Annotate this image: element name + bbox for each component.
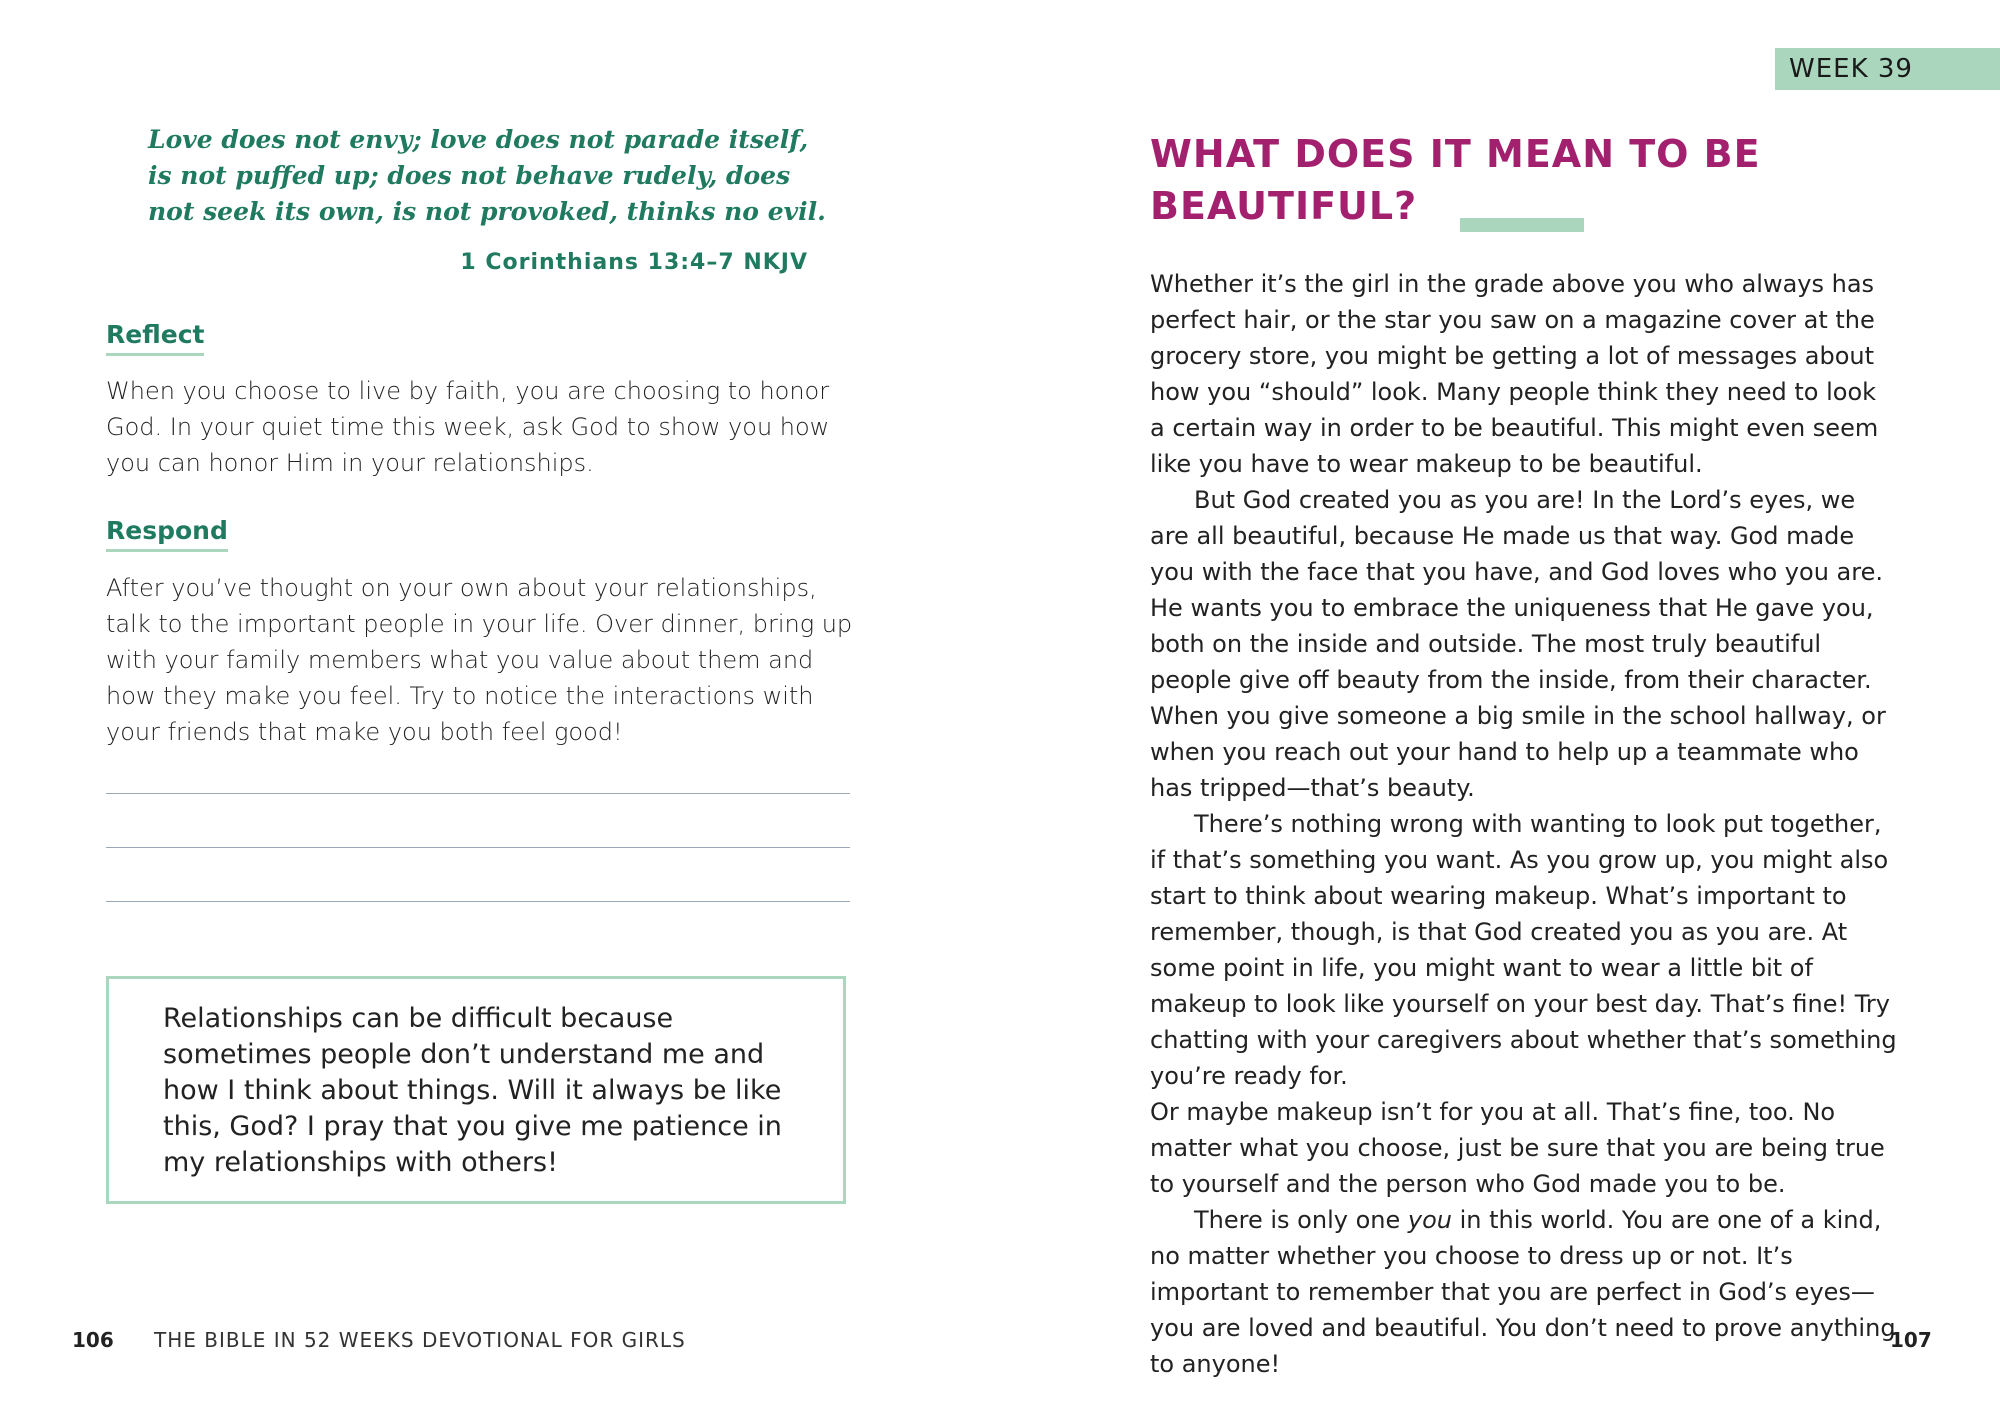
running-title: THE BIBLE IN 52 WEEKS DEVOTIONAL FOR GIRLS bbox=[154, 1328, 686, 1352]
prayer-box bbox=[106, 976, 846, 1204]
respond-text: After you’ve thought on your own about your relationships, talk to the important people in your life. Over dinner, bring up with your family members what you value about them and how they make you feel. Try to notice the interactions with your friends that make you both feel good! bbox=[106, 574, 853, 746]
reflect-heading: Reflect bbox=[106, 320, 204, 356]
page-number-left: 106 bbox=[72, 1328, 114, 1352]
writing-line[interactable] bbox=[106, 847, 850, 848]
right-page bbox=[1000, 0, 2000, 1418]
scripture-verse: Love does not envy; love does not parade itself, is not puffed up; does not behave rudely, does not seek its own, is not provoked, thinks no evil. bbox=[148, 125, 826, 226]
title-divider bbox=[1460, 218, 1584, 232]
reflect-text: When you choose to live by faith, you are choosing to honor God. In your quiet time this week, ask God to show you how you can honor Him in your relationships. bbox=[106, 377, 830, 477]
writing-line[interactable] bbox=[106, 793, 850, 794]
paragraph-5 bbox=[1150, 1202, 1898, 1382]
paragraph-1: Whether it’s the girl in the grade above you who always has perfect hair, or the star you saw on a magazine cover at the grocery store, you might be getting a lot of messages about how you “should” look. Many people think they need to look a certain way in order to be beautiful. This might even seem like you have to wear makeup to be beautiful. bbox=[1150, 270, 1879, 478]
week-tab: WEEK 39 bbox=[1775, 48, 2000, 90]
paragraph-4: Or maybe makeup isn’t for you at all. That’s fine, too. No matter what you choose, just be sure that you are being true to yourself and the person who God made you to be. bbox=[1150, 1098, 1885, 1198]
paragraph-5-start: There is only one bbox=[1194, 1206, 1408, 1234]
scripture-reference: 1 Corinthians 13:4–7 NKJV bbox=[460, 250, 808, 275]
article-body bbox=[1150, 266, 1898, 1382]
respond-heading: Respond bbox=[106, 516, 228, 552]
writing-line[interactable] bbox=[106, 901, 850, 902]
paragraph-2: But God created you as you are! In the Lord’s eyes, we are all beautiful, because He made us that way. God made you with the face that you have, and God loves who you are. He wants you to embrace the uniqueness that He gave you, both on the inside and outside. The most truly beautiful people give off beauty from the inside, from their character. When you give someone a big smile in the school hallway, or when you reach out your hand to help up a teammate who has tripped—that’s beauty. bbox=[1150, 486, 1886, 802]
page-number-right: 107 bbox=[1890, 1328, 1932, 1352]
article-title: WHAT DOES IT MEAN TO BE BEAUTIFUL? bbox=[1150, 132, 1761, 228]
paragraph-3: There’s nothing wrong with wanting to look put together, if that’s something you want. As you grow up, you might also start to think about wearing makeup. What’s important to remember, though, is that God created you as you are. At some point in life, you might want to wear a little bit of makeup to look like yourself on your best day. That’s fine! Try chatting with your caregivers about whether that’s something you’re ready for. bbox=[1150, 810, 1897, 1090]
paragraph-5-emphasis: you bbox=[1407, 1206, 1452, 1234]
paragraph-5-end: in this world. You are one of a kind, no matter whether you choose to dress up or not. It’s important to remember that you are perfect in God’s eyes—you are loved and beautiful. You don’t need to prove anything to anyone! bbox=[1150, 1206, 1896, 1378]
prayer-text: Relationships can be difficult because sometimes people don’t understand me and how I think about things. Will it always be like this, God? I pray that you give me patience in my relationships with others! bbox=[163, 1003, 782, 1178]
